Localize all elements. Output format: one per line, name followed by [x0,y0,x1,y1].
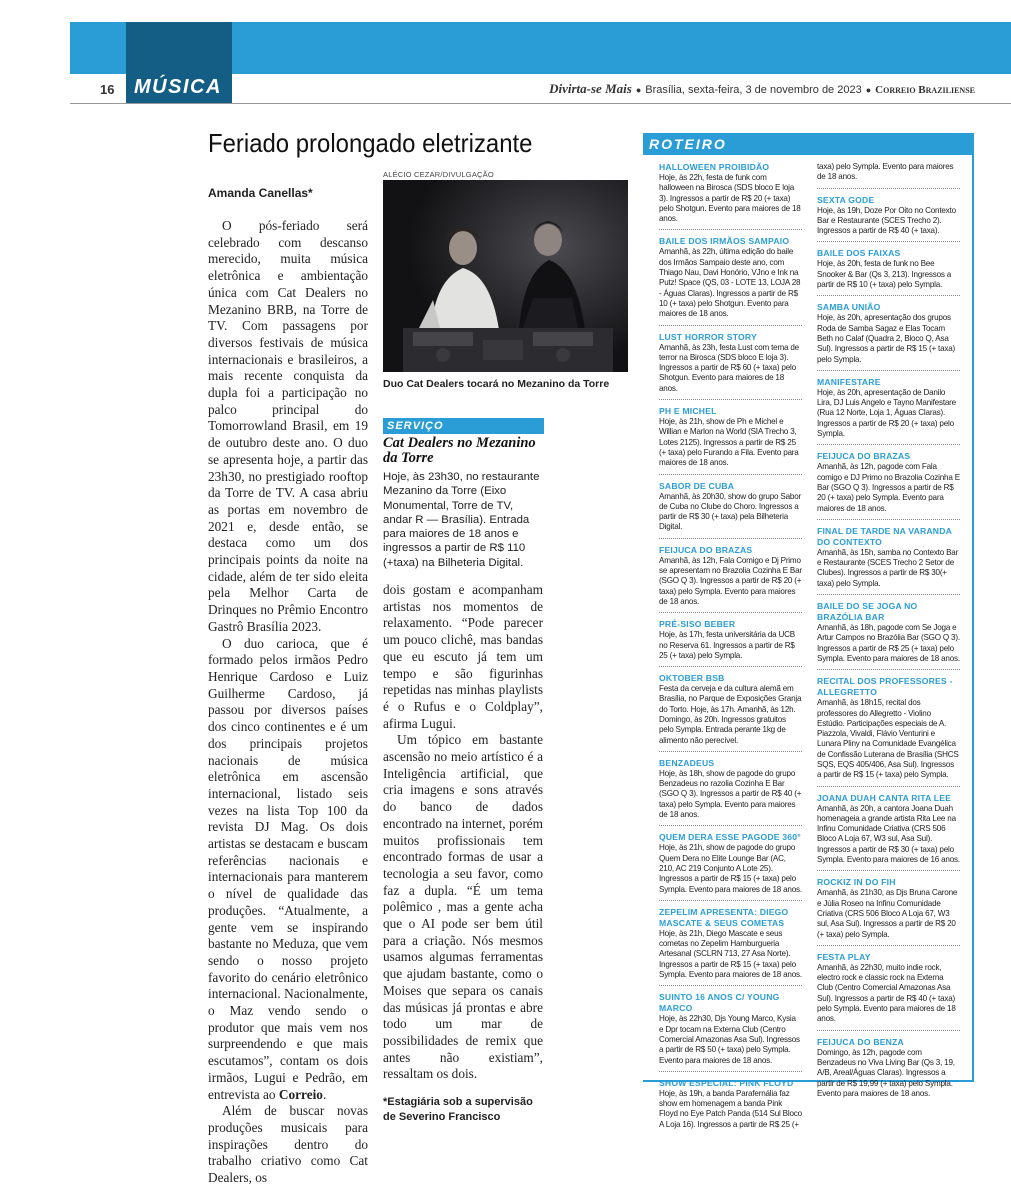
paragraph: dois gostam e acompanham artistas nos momentos de relaxamento. “Pode parecer um pouco clichê, mas bandas que eu escuto já tem um tempo e são figurinhas repetidas nas minhas playlists é o Rufus e o Coldplay”, afirma Lugui. [383,582,543,731]
section-label: MÚSICA [134,76,222,98]
photo-credit: ALÉCIO CEZAR/DIVULGAÇÃO [383,170,494,179]
paragraph: O duo carioca, que é formado pelos irmãos Pedro Henrique Cardoso e Luiz Guilherme Cardoso, já passou por diversos países dos cinco continentes e é um dos principais projetos nacionais de música eletrônica em ascensão internacional, listado seis vezes na lista Top 100 da revista DJ Mag. Os dois artistas se destacam e buscam referências nacionais e internacionais para manterem o nível de qualidade das produções. “Atualmente, a gente vem se inspirando bastante no Meduza, que vem sendo o nosso projeto favorito do cenário eletrônico internacional. Nacionalmente, o Maz vendo sendo o produtor que mais vem nos surpreendendo e que mais escutamos”, contam os dois irmãos, Lugui e Pedrão, em entrevista ao Correio. [208,635,368,1102]
event-title: PH E MICHEL [659,406,717,417]
event-title: BAILE DOS FAIXAS [817,248,901,259]
bullet-icon: ● [865,85,872,95]
event-title: ZEPELIM APRESENTA: DIEGO MASCATE & SEUS COMETAS [659,906,789,928]
event-title: FEIJUCA DO BRAZAS [817,451,911,462]
header-rule [70,103,1011,104]
newspaper-name: Correio Braziliense [875,84,975,96]
roteiro-right-column [817,160,960,1108]
article-column-2 [383,582,543,1125]
event-item [817,524,960,595]
event-body: Hoje, às 21h, show de Ph e Michel e Willian e Marlon na World (SIA Trecho 3, Lotes 2125). Ingressos a partir de R$ 25 (+ taxa) pelo Furando a Fila. Evento para maiores de 18 anos. [659,417,799,468]
event-item [659,404,802,474]
photo [383,180,628,372]
event-item [817,875,960,945]
event-item [817,791,960,872]
event-body: Amanhã, às 23h, festa Lust com tema de terror na Birosca (SDS bloco E loja 3). Ingressos a partir de R$ 60 (+ taxa) pelo Shotgun. Evento para maiores de 18 anos. [659,342,799,393]
paragraph: Além de buscar novas produções musicais para inspirações dentro do trabalho criativo como Cat Dealers, os [208,1103,368,1186]
event-item [659,1076,802,1135]
event-title: OKTOBER BSB [659,673,725,684]
event-item [659,617,802,667]
roteiro-label: ROTEIRO [643,133,974,155]
bullet-icon: ● [635,85,642,95]
event-item [659,830,802,900]
event-item [659,330,802,400]
event-title: BENZADEUS [659,757,715,768]
event-title: SHOW ESPECIAL: PINK FLOYD [659,1077,794,1088]
event-title: PRÉ-SISO BEBER [659,619,736,630]
event-body: Amanhã, às 22h, última edição do baile dos Irmãos Sampaio deste ano, com Thiago Nau, Davi Honório, VJno e Ink na Putz! Space (QS, 03 - LOTE 13, LOJA 28 - Águas Claras). Ingressos a partir de R$ 10 (+ taxa) pelo Shotgun. Evento para maiores de 18 anos. [659,247,801,319]
event-item [659,160,802,230]
photo-caption: Duo Cat Dealers tocará no Mezanino da Torre [383,378,610,390]
event-body: Hoje, às 19h, Doze Por Oito no Contexto Bar e Restaurante (SCES Trecho 2). Ingressos a partir de R$ 40 (+ taxa). [817,205,956,236]
supplement-name: Divirta-se Mais [549,81,632,96]
event-title: ROCKIZ IN DO FIH [817,877,896,888]
page-number: 16 [100,82,115,97]
event-body: Hoje, às 18h, show de pagode do grupo Benzadeus no razolia Cozinha E Bar (SGO Q 3). Ingressos a partir de R$ 40 (+ taxa) pelo Sympla. Evento para maiores de 18 anos. [659,768,802,820]
event-title: SUINTO 16 ANOS C/ YOUNG MARCO [659,992,780,1014]
source-name: Correio [278,1086,323,1102]
event-body: Hoje, às 21h, show de pagode do grupo Quem Dera no Elite Lounge Bar (AC, 210, AC 219 Conjunto A Lote 25). Ingressos a partir de R$ 15 (+ taxa) pelo Sympla. Evento para maiores de 18 anos. [659,843,802,894]
event-body: Hoje, às 20h, festa de funk no Bee Snooker & Bar (Qs 3, 213). Ingressos a partir de R$ 10 (+ taxa) pelo Sympla. [817,259,952,290]
event-item [817,1035,960,1104]
event-body: Hoje, às 22h, festa de funk com halloween na Birosca (SDS bloco E loja 3). Ingressos a partir de R$ 20 (+ taxa) pelo Shotgun. Evento para maiores de 18 anos. [659,173,801,224]
event-body: Amanhã, às 20h, a cantora Joana Duah homenageia a grande artista Rita Lee na Infinu Comunidade Criativa (CRS 506 Bloco A Loja 67, W3 sul, Asa Sul). Ingressos a partir de R$ 30 (+ taxa) pelo Sympla. Evento para maiores de 16 anos. [817,803,960,865]
event-title: SEXTA GODE [817,194,875,205]
event-body: Hoje, às 19h, a banda Parafernália faz show em homenagem a banda Pink Floyd no Eye Patch Panda (514 Sul Bloco A Loja 16). Ingressos a partir de R$ 25 (+ [659,1088,802,1129]
event-item [659,543,802,613]
event-item [817,674,960,786]
servico-title: Cat Dealers no Mezanino da Torre [383,435,536,466]
event-body: Domingo, às 12h, pagode com Benzadeus no Viva Living Bar (Qs 3, 19, A/B, Areal/Águas Claras). Ingressos a partir de R$ 19,99 (+ taxa) pelo Sympla. Evento para maiores de 18 anos. [817,1047,955,1098]
event-title: JOANA DUAH CANTA RITA LEE [817,792,952,803]
servico-label: SERVIÇO [383,418,544,434]
dateline: Brasília, sexta-feira, 3 de novembro de 2023 [645,84,862,96]
event-item [817,300,960,370]
roteiro-left-column [659,160,802,1139]
article-column-1 [208,218,368,1187]
paragraph: Um tópico em bastante ascensão no meio artístico é a Inteligência artificial, que cria imagens e sons através do banco de dados encontrado na internet, porém muitos profissionais tem encontrado formas de usar a tecnologia a seu favor, como faz a dupla. “É um tema polêmico , mas a gente acha que o AI pode ser bem útil para a criação. Nós mesmos usamos algumas ferramentas que ajudam bastante, como o Moises que separa os canais das músicas já prontas e abre todo um mar de possibilidades de remix que antes não existiam”, ressaltam os dois. [383,732,543,1082]
event-body: Festa da cerveja e da cultura alemã em Brasília, no Parque de Exposições Granja do Torto. Hoje, às 17h. Amanhã, às 12h. Domingo, às 20h. Ingressos gratuitos pelo Sympla. Entrada perante 1kg de alimento não perecível. [659,684,802,745]
event-title: LUST HORROR STORY [659,331,757,342]
event-body: Amanhã, às 20h30, show do grupo Sabor de Cuba no Clube do Choro. Ingressos a partir de R$ 30 (+ taxa) pela Bilheteria Digital. [659,491,801,532]
event-title: HALLOWEEN PROIBIDÃO [659,162,770,172]
event-body: Amanhã, às 15h, samba no Contexto Bar e Restaurante (SCES Trecho 2 Setor de Clubes). Ingressos a partir de R$ 30(+ taxa) pelo Sympla. [817,547,959,588]
event-item [659,234,802,325]
event-title: BAILE DOS IRMÃOS SAMPAIO [659,236,790,247]
event-item [817,449,960,519]
event-body: Hoje, às 17h, festa universitária da UCB no Reserva 61. Ingressos a partir de R$ 25 (+ taxa) pelo Sympla. [659,630,795,660]
event-title: SABOR DE CUBA [659,480,735,491]
event-body: Hoje, às 21h, Diego Mascate e seus cometas no Zepelim Hamburgueria Artesanal (SCLRN 713, 27 Asa Norte). Ingressos a partir de R$ 15 (+ taxa) pelo Sympla. Evento para maiores de 18 anos. [659,928,802,980]
event-body-continued: taxa) pelo Sympla. Evento para maiores de 18 anos. [817,162,954,182]
event-title: FEIJUCA DO BENZA [817,1036,904,1047]
servico-body: Hoje, às 23h30, no restaurante Mezanino da Torre (Eixo Monumental, Torre de TV, andar R — Brasília). Entrada para maiores de 18 anos e ingressos a partir de R$ 110 (+taxa) na Bilheteria Digital. [383,471,540,569]
event-body: Hoje, às 22h30, Djs Young Marco, Kysia e Dpr tocam na Externa Club (Centro Comercial Amazonas Asa Sul). Ingressos a partir de R$ 50 (+ taxa) pelo Sympla. Evento para maiores de 18 anos. [659,1014,800,1065]
event-body: Amanhã, às 18h15, recital dos professores do Allegretto - Violino Estúdio. Participações especiais de A. Piazzola, Vivaldi, Flávio Venturini e Lunara Pliny na Comunidade Evangélica de Confissão Luterana de Brasília (SHCS SQS, EQS 405/406, Asa Sul). Ingressos a partir de R$ 15 (+ taxa) pelo Sympla. [817,698,959,780]
event-item [817,950,960,1031]
event-item [659,756,802,826]
event-item [817,193,960,243]
event-item [817,246,960,296]
article-title: Feriado prolongado eletrizante [208,128,533,158]
footnote: *Estagiária sob a supervisão de Severino Francisco [383,1096,533,1124]
event-body: Amanhã, às 22h30, muito indie rock, electro rock e classic rock na Externa Club (Centro Comercial Amazonas Asa Sul). Ingressos a partir de R$ 40 (+ taxa) pelo Sympla. Evento para maiores de 18 anos. [817,962,956,1024]
event-item [659,905,802,986]
event-body: Amanhã, às 12h, pagode com Fala comigo e DJ Primo no Brazolia Cozinha E Bar (SGO Q 3). Ingressos a partir de R$ 20 (+ taxa) pelo Sympla. Evento para maiores de 18 anos. [817,462,960,513]
folio [549,81,975,97]
event-title: FESTA PLAY [817,951,871,962]
event-item [659,479,802,539]
event-body: Amanhã, às 12h, Fala Comigo e Dj Primo se apresentam no Brazolia Cozinha E Bar (SGO Q 3). Ingressos a partir de R$ 20 (+ taxa) pelo Sympla. Evento para maiores de 18 anos. [659,555,802,606]
event-title: QUEM DERA ESSE PAGODE 360° [659,832,801,843]
event-item [659,990,802,1071]
roteiro-box [643,133,974,1129]
event-title: BAILE DO SE JOGA NO BRAZÓLIA BAR [817,601,918,623]
event-item [659,671,802,752]
event-body: Hoje, às 20h, apresentação dos grupos Roda de Samba Sagaz e Elas Tocam Beth no Calaf (Quadra 2, Bloco Q, Asa Sul). Ingressos a partir de R$ 15 (+ taxa) pelo Sympla. [817,313,956,364]
event-title: FINAL DE TARDE NA VARANDA DO CONTEXTO [817,525,952,547]
event-title: MANIFESTARE [817,376,881,387]
event-item [817,599,960,670]
event-item [817,375,960,445]
event-body: Amanhã, às 18h, pagode com Se Joga e Artur Campos no Brazólia Bar (SGO Q 3). Ingressos a partir de R$ 25 (+ taxa) pelo Sympla. Evento para maiores de 18 anos. [817,623,960,663]
byline: Amanda Canellas* [208,186,313,200]
dj-duo-photo [383,180,628,372]
event-title: FEIJUCA DO BRAZAS [659,544,753,555]
event-body: Hoje, às 20h, apresentação de Danilo Lira, DJ Luis Angelo e Tayno Manifestare (Rua 12 Norte, Loja 1, Águas Claras). Ingressos a partir de R$ 20 (+ taxa) pelo Sympla. [817,387,956,439]
event-item [817,160,960,189]
event-body: Amanhã, às 21h30, as Djs Bruna Carone e Júlia Roseo na Infinu Comunidade Criativa (CRS 506 Bloco A Loja 67, W3 sul, Asa Sul). Ingressos a partir de R$ 20 (+ taxa) pelo Sympla. [817,888,958,939]
paragraph-text: O duo carioca, que é formado pelos irmãos Pedro Henrique Cardoso e Luiz Guilherme Cardoso, já passou por diversos países dos cinco continentes e é um dos principais projetos nacionais de música eletrônica em ascensão internacional, listado seis vezes na lista Top 100 da revista DJ Mag. Os dois artistas se destacam e buscam referências nacionais e internacionais para manterem o nível de qualidade das produções. “Atualmente, a gente vem se inspirando bastante no Meduza, que vem sendo o nosso projeto favorito do cenário eletrônico internacional. Nacionalmente, o Maz vendo sendo o produtor que mais vem nos surpreendendo e que mais escutamos”, contam os dois irmãos, Lugui e Pedrão, em entrevista ao [208,635,368,1102]
event-title: RECITAL DOS PROFESSORES - ALLEGRETTO [817,676,953,698]
paragraph: O pós-feriado será celebrado com descanso merecido, muita música eletrônica e ambientação única com Cat Dealers no Mezanino BRB, na Torre de TV. Com passagens por diversos festivais de música internacionais e brasileiros, a mais recente conquista da dupla foi a participação no palco principal do Tomorrowland Brasil, em 19 de outubro deste ano. O duo se apresenta hoje, a partir das 23h30, no prestigiado rooftop da Torre de TV. A casa abriu as portas em novembro de 2021 e, desde então, se destaca como um dos principais points da noite na cidade, além de ter sido eleita pela Melhor Carta de Drinques no Prêmio Encontro Gastrô Brasília 2023. [208,218,368,634]
event-title: SAMBA UNIÃO [817,302,881,313]
